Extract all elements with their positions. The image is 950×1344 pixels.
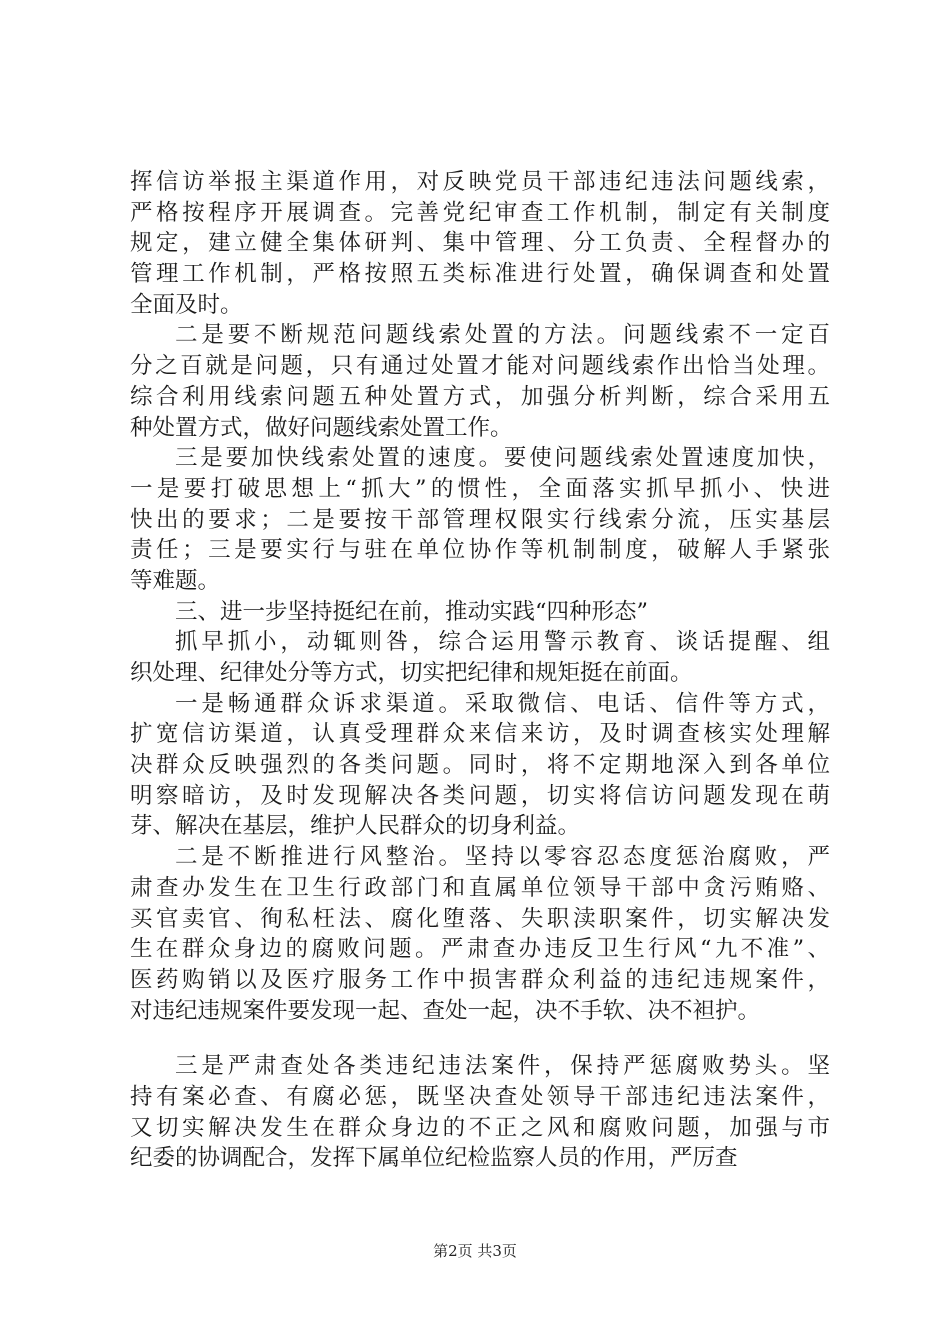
text-line: 综合利用线索问题五种处置方式，加强分析判断，综合采用五 xyxy=(130,383,830,410)
paragraph xyxy=(130,167,830,320)
text-line: 快出的要求；二是要按干部管理权限实行线索分流，压实基层 xyxy=(130,506,830,533)
text-line: 一是畅通群众诉求渠道。采取微信、电话、信件等方式， xyxy=(175,690,830,717)
text-line: 全面及时。 xyxy=(130,291,243,318)
page-number: 第2页 共3页 xyxy=(433,1242,517,1260)
text-line: 种处置方式，做好问题线索处置工作。 xyxy=(130,414,513,441)
text-line: 抓早抓小，动辄则咎，综合运用警示教育、谈话提醒、组 xyxy=(175,629,830,656)
text-line: 等难题。 xyxy=(130,567,221,594)
text-line: 买官卖官、徇私枉法、腐化堕落、失职渎职案件，切实解决发 xyxy=(130,905,830,932)
text-line: 明察暗访，及时发现解决各类问题，切实将信访问题发现在萌 xyxy=(130,782,830,809)
paragraph xyxy=(130,627,830,688)
text-line: 三是严肃查处各类违纪违法案件，保持严惩腐败势头。坚 xyxy=(175,1053,830,1080)
paragraph xyxy=(130,597,830,628)
text-line: 二是要不断规范问题线索处置的方法。问题线索不一定百 xyxy=(175,322,830,349)
paragraph xyxy=(130,842,830,1026)
text-line: 管理工作机制，严格按照五类标准进行处置，确保调查和处置 xyxy=(130,261,830,288)
text-line: 二是不断推进行风整治。坚持以零容忍态度惩治腐败，严 xyxy=(175,844,830,871)
text-line: 三、进一步坚持挺纪在前，推动实践“四种形态” xyxy=(175,598,649,625)
text-line: 决群众反映强烈的各类问题。同时，将不定期地深入到各单位 xyxy=(130,752,830,779)
text-line: 芽、解决在基层，维护人民群众的切身利益。 xyxy=(130,813,581,840)
text-line: 三是要加快线索处置的速度。要使问题线索处置速度加快， xyxy=(175,445,830,472)
text-line: 一是要打破思想上“抓大”的惯性，全面落实抓早抓小、快进 xyxy=(130,475,830,502)
text-line: 生在群众身边的腐败问题。严肃查办违反卫生行风“九不准”、 xyxy=(130,936,830,963)
text-line: 挥信访举报主渠道作用，对反映党员干部违纪违法问题线索， xyxy=(130,169,830,195)
text-line: 纪委的协调配合，发挥下属单位纪检监察人员的作用，严厉查 xyxy=(130,1145,738,1172)
document-body xyxy=(130,167,830,1174)
text-line: 严格按程序开展调查。完善党纪审查工作机制，制定有关制度 xyxy=(130,199,830,226)
text-line: 责任；三是要实行与驻在单位协作等机制制度，破解人手紧张 xyxy=(130,537,830,564)
text-line: 扩宽信访渠道，认真受理群众来信来访，及时调查核实处理解 xyxy=(130,721,830,748)
text-line: 规定，建立健全集体研判、集中管理、分工负责、全程督办的 xyxy=(130,230,830,257)
text-line: 又切实解决发生在群众身边的不正之风和腐败问题，加强与市 xyxy=(130,1114,830,1141)
paragraph xyxy=(130,1051,830,1174)
text-line: 医药购销以及医疗服务工作中损害群众利益的违纪违规案件， xyxy=(130,966,830,993)
paragraph-gap xyxy=(130,1026,830,1051)
text-line: 织处理、纪律处分等方式，切实把纪律和规矩挺在前面。 xyxy=(130,660,693,686)
text-line: 持有案必查、有腐必惩，既坚决查处领导干部违纪违法案件， xyxy=(130,1083,830,1110)
text-line: 对违纪违规案件要发现一起、查处一起，决不手软、决不袒护。 xyxy=(130,997,761,1024)
text-line: 分之百就是问题，只有通过处置才能对问题线索作出恰当处理。 xyxy=(130,353,830,380)
paragraph xyxy=(130,443,830,596)
paragraph xyxy=(130,320,830,443)
paragraph xyxy=(130,689,830,842)
text-line: 肃查办发生在卫生行政部门和直属单位领导干部中贪污贿赂、 xyxy=(130,874,830,901)
